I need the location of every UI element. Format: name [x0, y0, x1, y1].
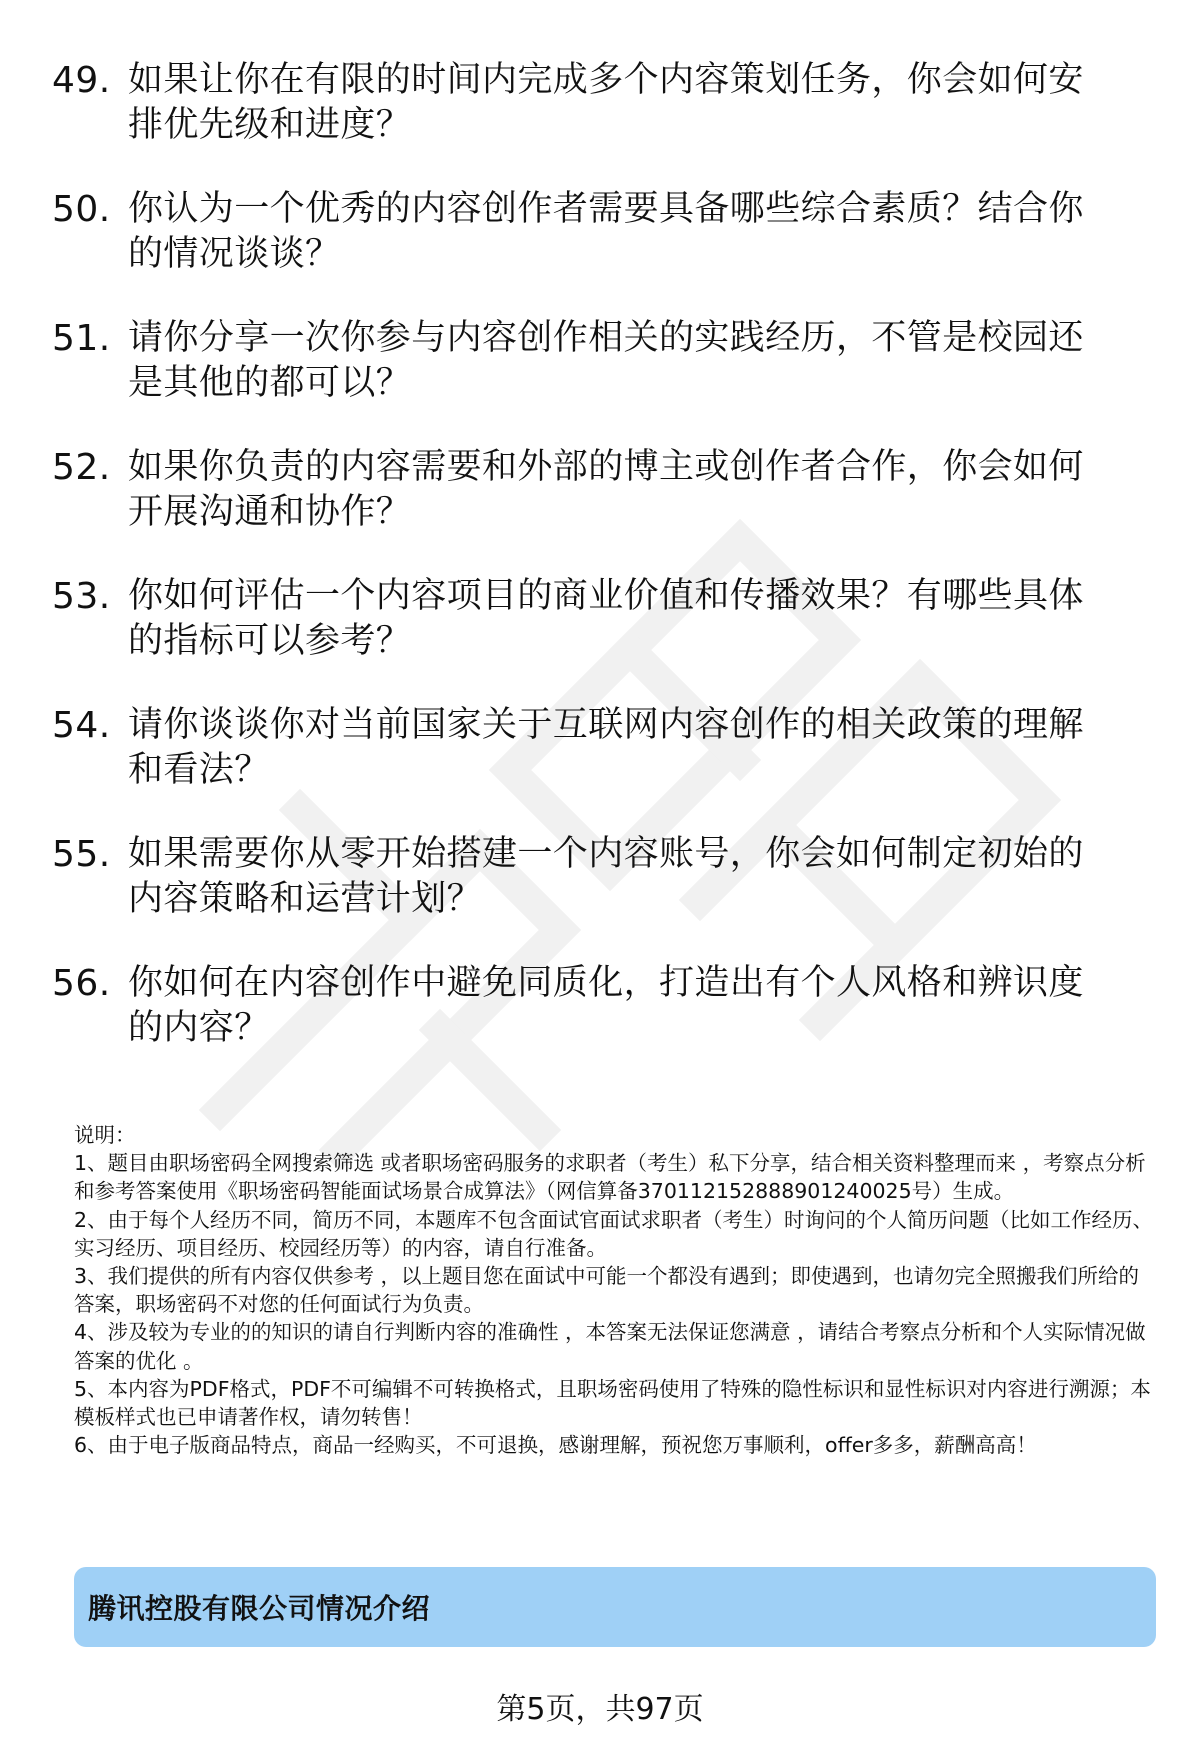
question-number: 49.: [52, 60, 111, 101]
question-item: [52, 58, 1152, 148]
question-text: 如果你负责的内容需要和外部的博主或创作者合作，你会如何开展沟通和协作？: [128, 447, 1084, 532]
question-text: 你如何在内容创作中避免同质化，打造出有个人风格和辨识度的内容？: [128, 963, 1084, 1048]
question-number: 56.: [52, 963, 111, 1004]
question-number: 50.: [52, 189, 111, 230]
question-number: 51.: [52, 318, 111, 359]
question-item: [52, 574, 1152, 664]
notes-section: [74, 1121, 1154, 1459]
question-item: [52, 316, 1152, 406]
page-indicator: 第5页，共97页: [496, 1692, 704, 1727]
company-intro-banner: [74, 1567, 1156, 1647]
note-item: 6、由于电子版商品特点，商品一经购买，不可退换，感谢理解，预祝您万事顺利，offer多多，薪酬高高！: [74, 1433, 1037, 1458]
company-intro-title: 腾讯控股有限公司情况介绍: [88, 1592, 431, 1625]
question-item: [52, 832, 1152, 922]
question-list: [52, 58, 1152, 1090]
question-number: 52.: [52, 447, 111, 488]
question-number: 55.: [52, 834, 111, 875]
note-item: 1、题目由职场密码全网搜索筛选 或者职场密码服务的求职者（考生）私下分享，结合相关资料整理而来 ，考察点分析和参考答案使用《职场密码智能面试场景合成算法》（网信算备370112152888901240025号）生成。: [74, 1151, 1146, 1204]
question-text: 请你分享一次你参与内容创作相关的实践经历，不管是校园还是其他的都可以？: [128, 318, 1084, 403]
question-text: 你如何评估一个内容项目的商业价值和传播效果？有哪些具体的指标可以参考？: [128, 576, 1084, 661]
question-item: [52, 703, 1152, 793]
question-item: [52, 187, 1152, 277]
question-text: 你认为一个优秀的内容创作者需要具备哪些综合素质？结合你的情况谈谈？: [128, 189, 1084, 274]
question-item: [52, 445, 1152, 535]
question-text: 请你谈谈你对当前国家关于互联网内容创作的相关政策的理解和看法？: [128, 705, 1084, 790]
question-item: [52, 961, 1152, 1051]
note-item: 4、涉及较为专业的的知识的请自行判断内容的准确性 ，本答案无法保证您满意 ，请结合考察点分析和个人实际情况做答案的优化 。: [74, 1320, 1146, 1373]
question-number: 54.: [52, 705, 111, 746]
note-item: 3、我们提供的所有内容仅供参考 ，以上题目您在面试中可能一个都没有遇到；即使遇到，也请勿完全照搬我们所给的答案，职场密码不对您的任何面试行为负责。: [74, 1264, 1140, 1317]
question-number: 53.: [52, 576, 111, 617]
note-item: 5、本内容为PDF格式，PDF不可编辑不可转换格式，且职场密码使用了特殊的隐性标识和显性标识对内容进行溯源；本模板样式也已申请著作权，请勿转售！: [74, 1376, 1151, 1430]
question-text: 如果需要你从零开始搭建一个内容账号，你会如何制定初始的内容策略和运营计划？: [128, 834, 1084, 919]
note-item: 2、由于每个人经历不同，简历不同，本题库不包含面试官面试求职者（考生）时询问的个人简历问题（比如工作经历、实习经历、项目经历、校园经历等）的内容，请自行准备。: [74, 1207, 1154, 1260]
question-text: 如果让你在有限的时间内完成多个内容策划任务，你会如何安排优先级和进度？: [128, 60, 1084, 145]
notes-heading: 说明：: [74, 1123, 136, 1147]
